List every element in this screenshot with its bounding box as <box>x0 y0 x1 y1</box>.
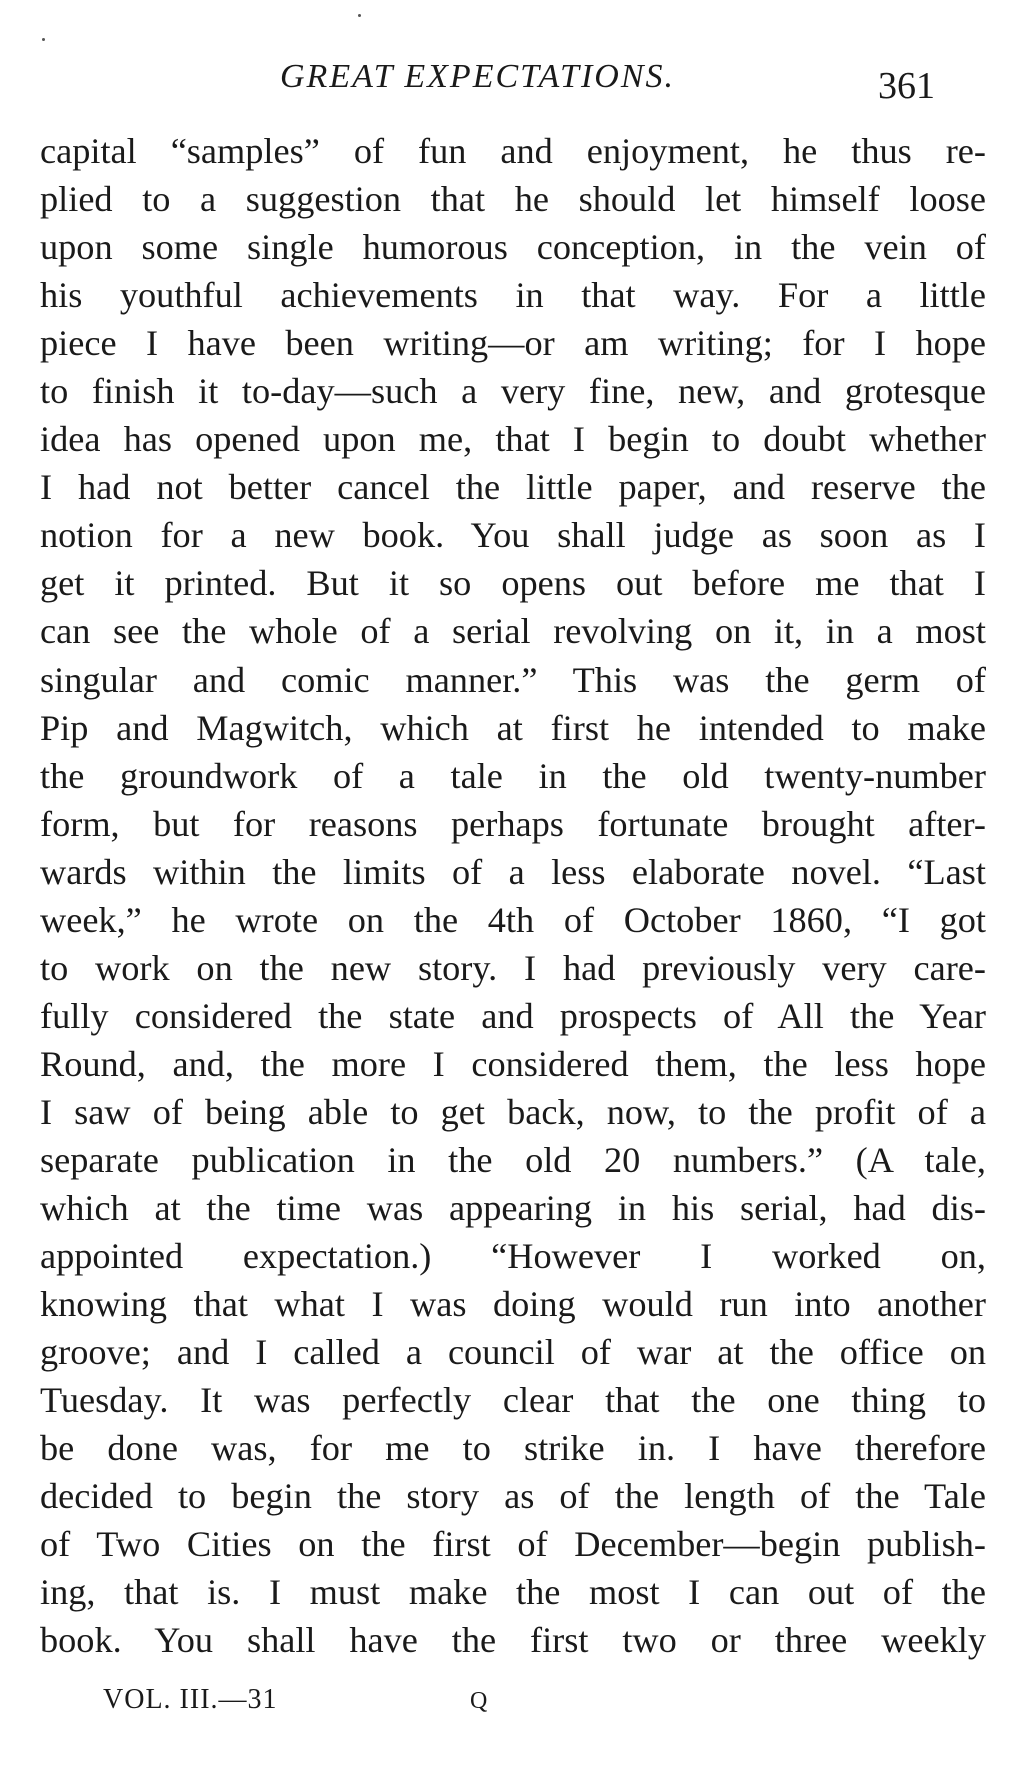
text-line: piece I have been writing—or am writing; for I hope <box>40 323 986 364</box>
text-line: notion for a new book. You shall judge as soon as I <box>40 515 986 556</box>
text-line: Round, and, the more I considered them, the less hope <box>40 1043 986 1084</box>
text-line: of Two Cities on the first of December—begin publish- <box>40 1524 986 1565</box>
text-line: idea has opened upon me, that I begin to doubt whether <box>40 419 986 460</box>
text-line: Pip and Magwitch, which at first he intended to make <box>40 707 986 748</box>
text-line: groove; and I called a council of war at the office on <box>40 1332 986 1373</box>
paper-speck <box>42 38 45 41</box>
text-line: Tuesday. It was perfectly clear that the one thing to <box>40 1380 986 1421</box>
gathering-mark: Q <box>470 1688 488 1714</box>
page-footer <box>0 1684 1024 1734</box>
text-line: I saw of being able to get back, now, to the profit of a <box>40 1091 986 1132</box>
text-line: singular and comic manner.” This was the germ of <box>40 659 986 700</box>
text-line: knowing that what I was doing would run into another <box>40 1284 986 1325</box>
text-line: wards within the limits of a less elaborate novel. “Last <box>40 851 986 892</box>
text-line: can see the whole of a serial revolving on it, in a most <box>40 611 986 652</box>
text-line: be done was, for me to strike in. I have therefore <box>40 1428 986 1469</box>
text-line: capital “samples” of fun and enjoyment, he thus re- <box>40 131 986 171</box>
text-line: appointed expectation.) “However I worked on, <box>40 1236 986 1277</box>
text-line: week,” he wrote on the 4th of October 1860, “I got <box>40 899 986 940</box>
text-line: book. You shall have the first two or three weekly <box>40 1620 986 1661</box>
paper-speck <box>358 14 361 17</box>
text-line: I had not better cancel the little paper, and reserve the <box>40 467 986 508</box>
text-line: form, but for reasons perhaps fortunate brought after- <box>40 803 986 844</box>
text-line: separate publication in the old 20 numbers.” (A tale, <box>40 1139 986 1180</box>
text-line: the groundwork of a tale in the old twenty-number <box>40 755 986 796</box>
text-line: to finish it to-day—such a very fine, new, and grotesque <box>40 371 986 412</box>
page-number: 361 <box>878 65 935 107</box>
volume-signature: VOL. III.—31 <box>103 1684 278 1715</box>
text-line: upon some single humorous conception, in the vein of <box>40 227 986 268</box>
text-line: which at the time was appearing in his serial, had dis- <box>40 1188 986 1229</box>
text-line: to work on the new story. I had previously very care- <box>40 947 986 988</box>
text-line: his youthful achievements in that way. For a little <box>40 275 986 316</box>
body-text <box>40 127 986 1665</box>
text-line: decided to begin the story as of the length of the Tale <box>40 1476 986 1517</box>
text-line: ing, that is. I must make the most I can out of the <box>40 1572 986 1613</box>
text-line: get it printed. But it so opens out before me that I <box>40 563 986 604</box>
running-title: GREAT EXPECTATIONS. <box>280 58 675 95</box>
text-line: plied to a suggestion that he should let himself loose <box>40 179 986 220</box>
text-line: fully considered the state and prospects of All the Year <box>40 995 986 1036</box>
running-head <box>0 50 1024 107</box>
